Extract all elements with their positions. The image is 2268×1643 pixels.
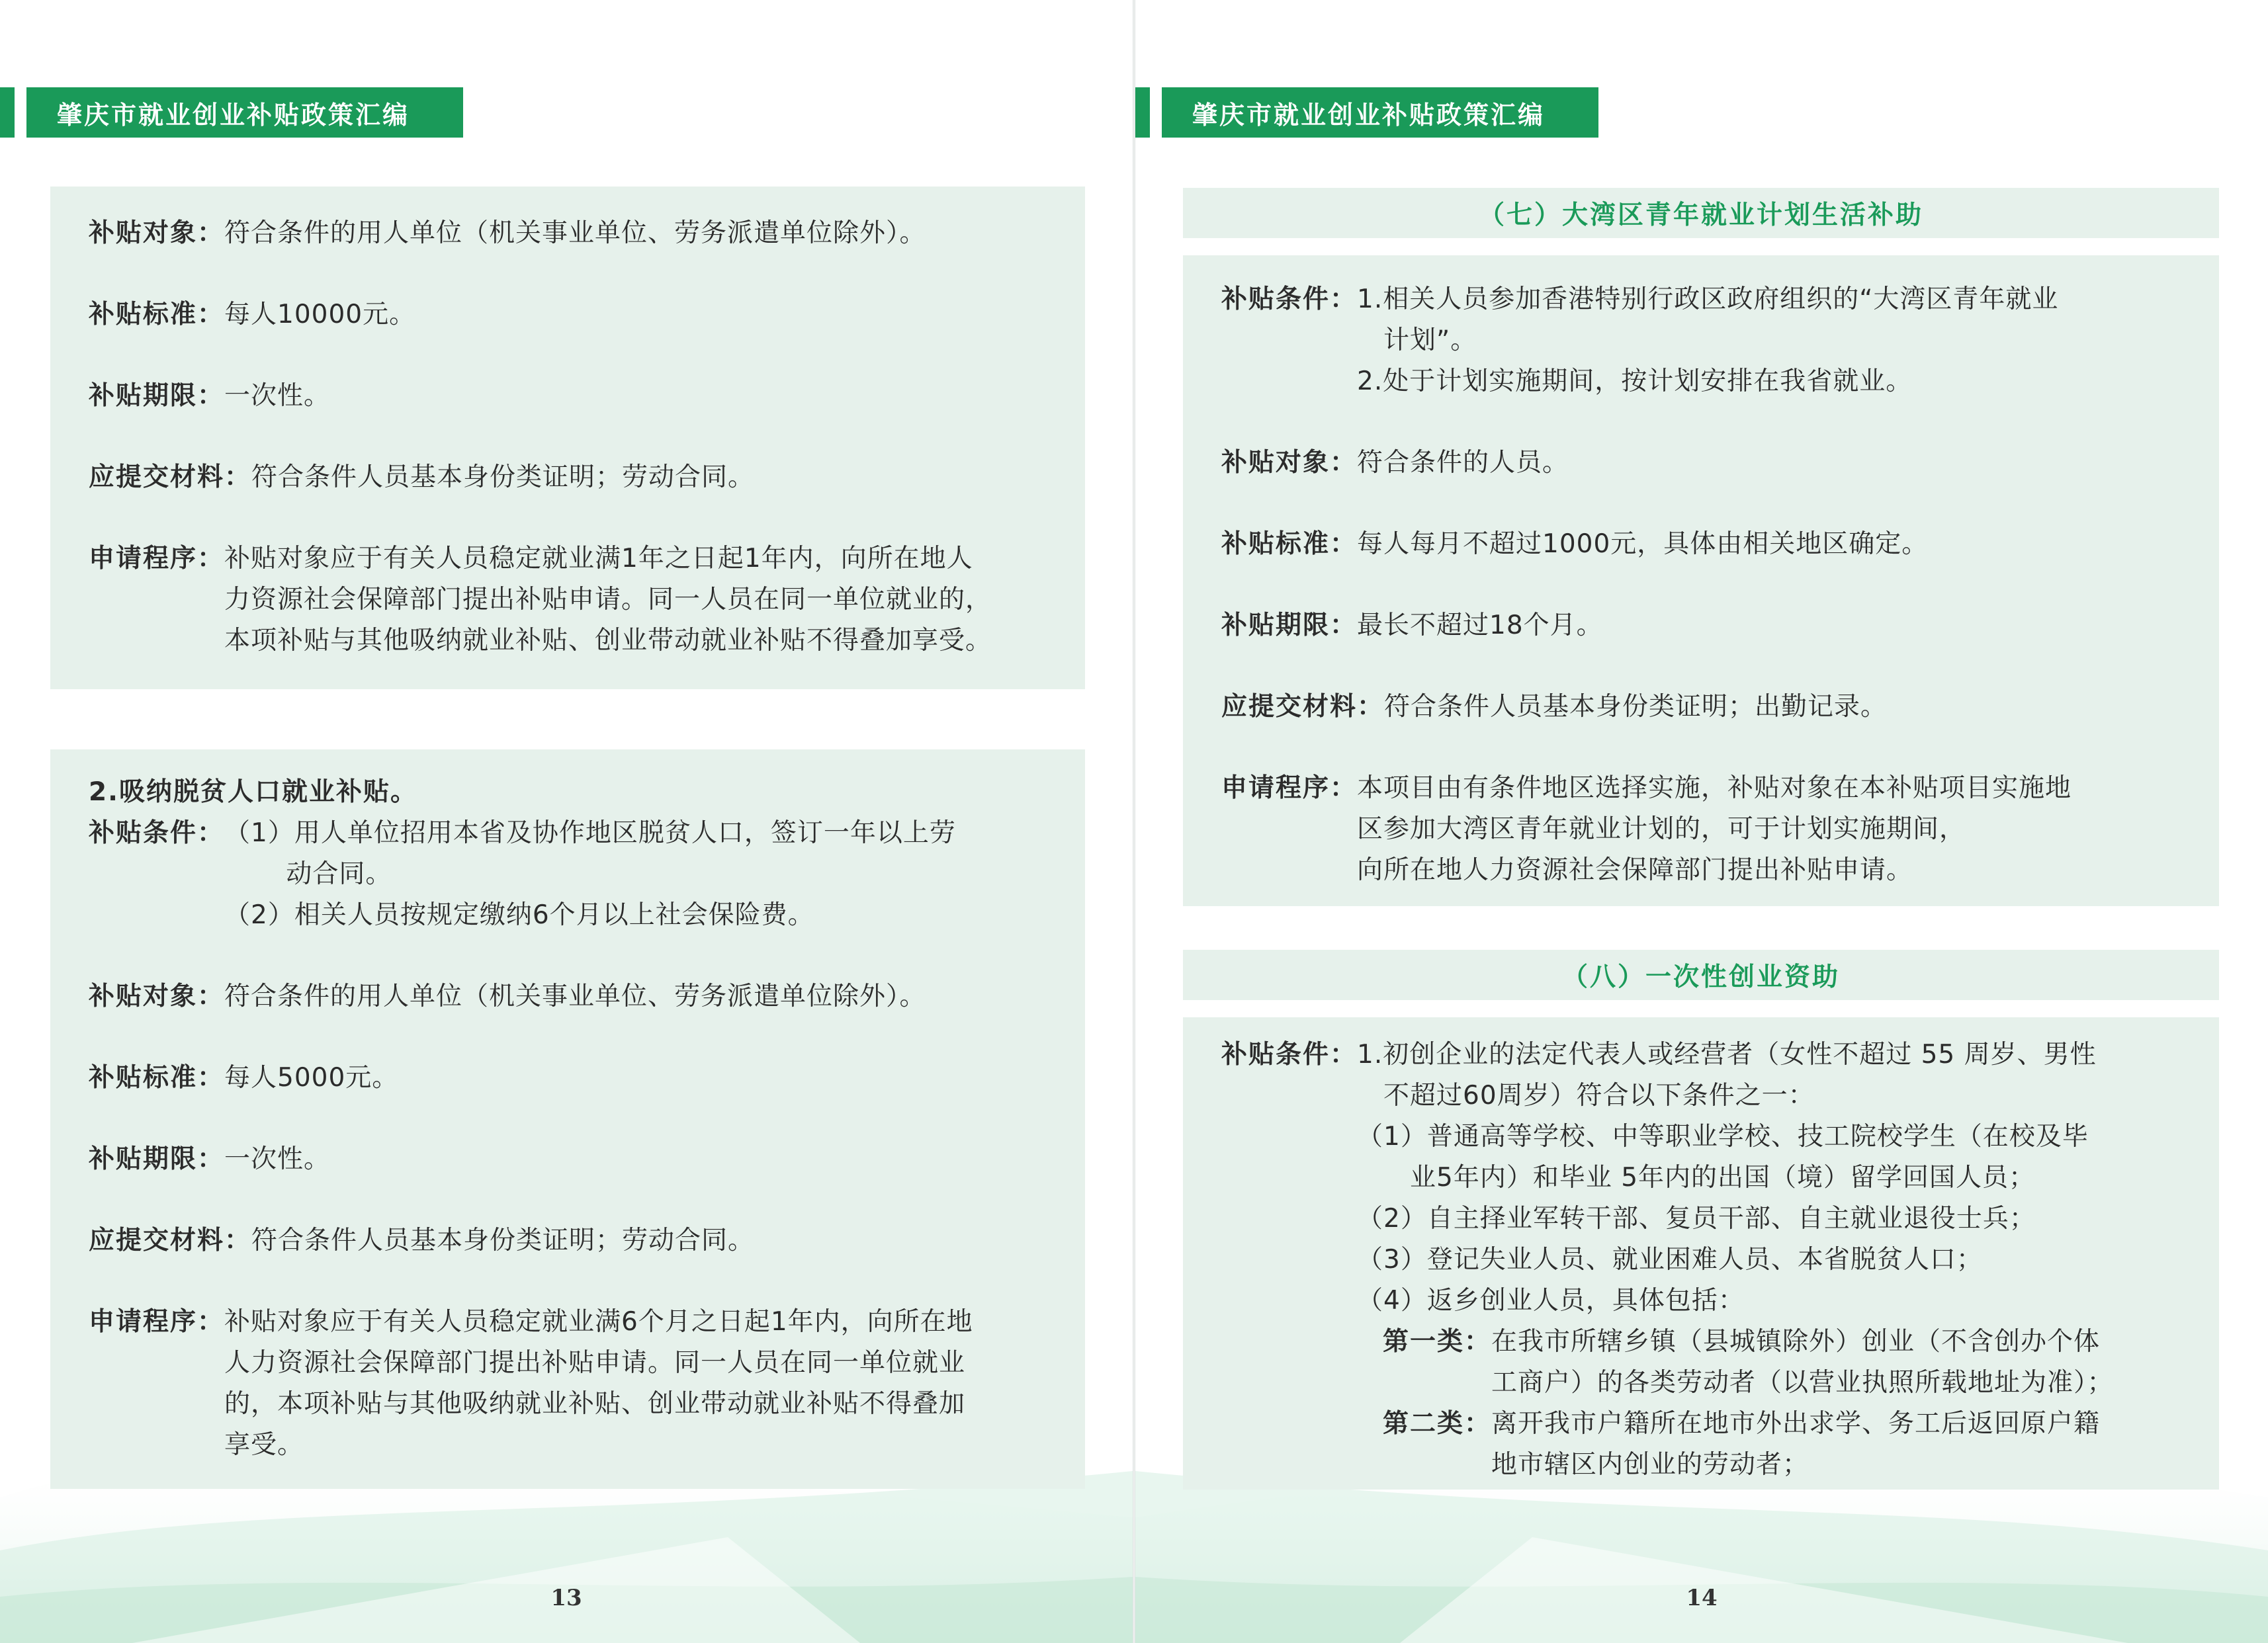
- header-stripe: [0, 87, 15, 138]
- section-title-7: （七）大湾区青年就业计划生活补助: [1183, 188, 2219, 238]
- row-subsidy-period: 补贴期限： 一次性。: [89, 1144, 331, 1174]
- row-procedure: 申请程序： 本项目由有条件地区选择实施，补贴对象在本补贴项目实施地 区参加大湾区青年就业计划的，可于计划实施期间， 向所在地人力资源社会保障部门提出补贴申请。: [1221, 773, 2072, 885]
- header-bar: [1135, 87, 1598, 138]
- row-category-1: 第一类： 在我市所辖乡镇（县城镇除外）创业（不含创办个体 工商户）的各类劳动者（以营业执照所载地址为准）；: [1383, 1327, 2114, 1398]
- right-page: [1135, 0, 2268, 1643]
- page-number: 14: [1686, 1585, 1718, 1611]
- header-title: 肇庆市就业创业补贴政策汇编: [26, 87, 463, 138]
- row-materials: 应提交材料： 符合条件人员基本身份类证明；出勤记录。: [1221, 692, 1888, 722]
- row-subsidy-standard: 补贴标准： 每人10000元。: [89, 300, 416, 329]
- page-number: 13: [550, 1585, 582, 1611]
- row-conditions: 补贴条件： （1）用人单位招用本省及协作地区脱贫人口，签订一年以上劳 动合同。 （2）相关人员按规定缴纳6个月以上社会保险费。: [89, 818, 956, 930]
- row-subsidy-period: 补贴期限： 一次性。: [89, 381, 331, 411]
- row-subsidy-target: 补贴对象： 符合条件的人员。: [1221, 448, 1569, 478]
- row-subsidy-standard: 补贴标准： 每人5000元。: [89, 1063, 399, 1093]
- row-procedure: 申请程序： 补贴对象应于有关人员稳定就业满1年之日起1年内，向所在地人 力资源社会保障部门提出补贴申请。同一人员在同一单位就业的， 本项补贴与其他吸纳就业补贴、创业带动就业补贴不得叠加享受。: [89, 544, 992, 655]
- header-stripe: [1135, 87, 1150, 138]
- content-box-section-7: [1183, 255, 2219, 906]
- row-subsidy-target: 补贴对象： 符合条件的用人单位（机关事业单位、劳务派遣单位除外）。: [89, 982, 926, 1011]
- section-heading: 2.吸纳脱贫人口就业补贴。: [89, 777, 417, 807]
- section-title-8: （八）一次性创业资助: [1183, 950, 2219, 1000]
- header-title: 肇庆市就业创业补贴政策汇编: [1162, 87, 1598, 138]
- row-conditions: 补贴条件： 1.初创企业的法定代表人或经营者（女性不超过 55 周岁、男性 不超过60周岁）符合以下条件之一： （1）普通高等学校、中等职业学校、技工院校学生（在校及毕 业5年内）和毕业 5年内的出国（境）留学回国人员； （2）自主择业军转干部、复员干部、自主就业退役士兵； （3）登记失业人员、就业困难人员、本省脱贫人口； （4）返乡创业人员，具体包括：: [1221, 1040, 2097, 1316]
- row-subsidy-target: 补贴对象： 符合条件的用人单位（机关事业单位、劳务派遣单位除外）。: [89, 218, 926, 248]
- header-bar: [0, 87, 463, 138]
- row-materials: 应提交材料： 符合条件人员基本身份类证明；劳动合同。: [89, 1226, 755, 1255]
- row-category-2: 第二类： 离开我市户籍所在地市外出求学、务工后返回原户籍 地市辖区内创业的劳动者；: [1383, 1409, 2101, 1480]
- row-conditions: 补贴条件： 1.相关人员参加香港特别行政区政府组织的“大湾区青年就业 计划”。 2.处于计划实施期间，按计划安排在我省就业。: [1221, 284, 2059, 396]
- left-page: [0, 0, 1133, 1643]
- content-box-section-8: [1183, 1017, 2219, 1490]
- row-subsidy-standard: 补贴标准： 每人每月不超过1000元，具体由相关地区确定。: [1221, 529, 1929, 559]
- row-procedure: 申请程序： 补贴对象应于有关人员稳定就业满6个月之日起1年内，向所在地 人力资源社会保障部门提出补贴申请。同一人员在同一单位就业 的，本项补贴与其他吸纳就业补贴、创业带动就业补贴不得叠加 享受。: [89, 1307, 973, 1460]
- content-box-1: [50, 187, 1085, 689]
- content-box-2: [50, 749, 1085, 1489]
- row-subsidy-period: 补贴期限： 最长不超过18个月。: [1221, 611, 1603, 640]
- row-materials: 应提交材料： 符合条件人员基本身份类证明；劳动合同。: [89, 462, 755, 492]
